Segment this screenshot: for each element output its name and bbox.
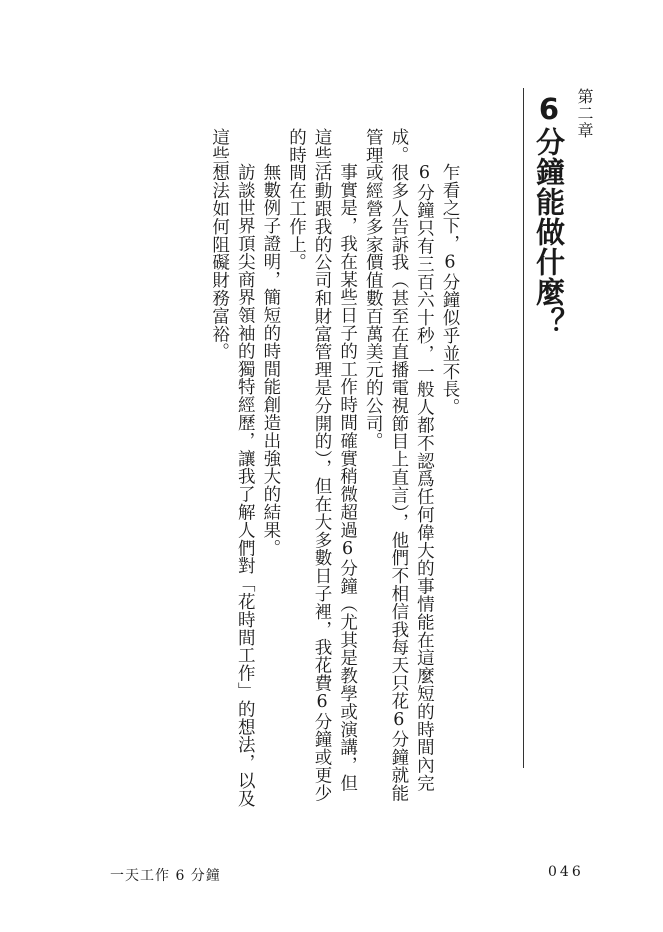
body-text <box>206 128 462 808</box>
chapter-label: 第二章 <box>575 88 594 139</box>
paragraph-4: 無數例子證明，簡短的時間能創造出強大的結果。 <box>260 163 281 557</box>
chapter-title: 6分鐘能做什麼？ <box>532 92 566 337</box>
paragraph-5: 訪談世界頂尖商界領袖的獨特經歷，讓我了解人們對「花時間工作」的想法，以及這些想法如何阻礙財務富裕。 <box>209 128 256 808</box>
paragraph-2: 6分鐘只有三百六十秒，一般人都不認爲任何偉大的事情能在這麼短的時間內完成。很多人告訴我（甚至在直播電視節目上直言），他們不相信我每天只花6分鐘就能管理或經營多家價值數百萬美元的公司。 <box>363 128 435 802</box>
title-divider <box>523 88 524 768</box>
running-footer-title: 一天工作 6 分鐘 <box>110 868 221 884</box>
page-number: 046 <box>548 864 584 880</box>
paragraph-3: 事實是，我在某些日子的工作時間確實稍微超過6分鐘（尤其是教學或演講，但這些活動跟我的公司和財富管理是分開的），但在大多數日子裡，我花費6分鐘或更少的時間在工作上。 <box>286 128 358 802</box>
paragraph-1: 乍看之下，6分鐘似乎並不長。 <box>440 163 460 417</box>
